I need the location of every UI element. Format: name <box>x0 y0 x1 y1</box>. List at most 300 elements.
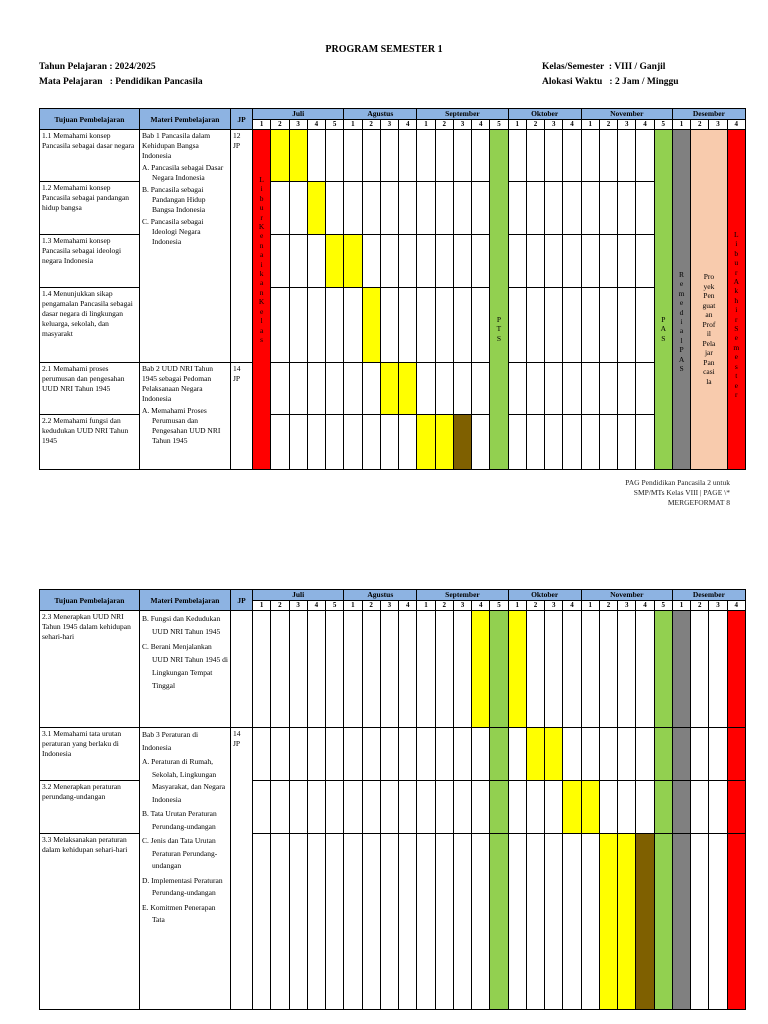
week-cell <box>362 415 380 470</box>
week-cell <box>709 611 727 728</box>
week-cell <box>453 415 471 470</box>
week-header: 2 <box>271 120 289 130</box>
week-cell <box>399 611 417 728</box>
week-header: 2 <box>526 120 544 130</box>
week-header: 5 <box>490 601 508 611</box>
week-cell <box>526 611 544 728</box>
col-header-tujuan: Tujuan Pembelajaran <box>40 109 140 130</box>
week-cell <box>599 182 617 235</box>
week-cell <box>508 781 526 834</box>
materi-line: Bab 3 Peraturan di Indonesia <box>142 730 199 752</box>
week-header: 1 <box>508 601 526 611</box>
week-cell <box>654 834 672 1010</box>
week-cell <box>526 235 544 288</box>
week-cell <box>399 781 417 834</box>
week-cell <box>253 728 271 781</box>
materi-line: C. Berani Menjalankan UUD NRI Tahun 1945 di Lingkungan Tempat Tinggal <box>142 642 228 690</box>
week-header: 2 <box>435 120 453 130</box>
week-cell <box>490 728 508 781</box>
week-cell <box>490 781 508 834</box>
libur-akhir-semester: L i b u r A k h i r S e m e s t e r <box>727 130 745 470</box>
week-cell <box>453 611 471 728</box>
week-cell <box>709 834 727 1010</box>
week-cell <box>526 130 544 182</box>
week-cell <box>472 834 490 1010</box>
week-cell <box>618 130 636 182</box>
week-header: 4 <box>636 601 654 611</box>
week-cell <box>618 288 636 363</box>
week-cell <box>526 363 544 415</box>
week-cell <box>581 834 599 1010</box>
week-cell <box>618 182 636 235</box>
week-cell <box>508 288 526 363</box>
week-cell <box>691 834 709 1010</box>
week-cell <box>435 288 453 363</box>
tujuan-text: 2.3 Menerapkan UUD NRI Tahun 1945 dalam kehidupan sehari-hari <box>42 612 131 641</box>
week-cell <box>362 235 380 288</box>
week-cell <box>417 611 435 728</box>
week-cell <box>253 834 271 1010</box>
week-cell <box>599 728 617 781</box>
week-cell <box>526 288 544 363</box>
week-cell <box>435 834 453 1010</box>
week-cell <box>435 235 453 288</box>
week-cell <box>581 415 599 470</box>
footer-line-2: SMP/MTs Kelas VIII | PAGE \* <box>633 488 730 497</box>
week-cell <box>654 728 672 781</box>
week-cell <box>636 728 654 781</box>
week-cell <box>545 611 563 728</box>
month-header-desember: Desember <box>672 590 745 601</box>
week-cell <box>289 363 307 415</box>
week-header: 1 <box>581 120 599 130</box>
materi-line: Bab 1 Pancasila dalam Kehidupan Bangsa Indonesia <box>142 131 211 160</box>
week-cell <box>654 781 672 834</box>
week-cell <box>545 728 563 781</box>
week-cell <box>508 363 526 415</box>
month-header-november: November <box>581 590 672 601</box>
week-header: 5 <box>326 601 344 611</box>
week-cell <box>453 182 471 235</box>
week-cell <box>472 130 490 182</box>
page-title: PROGRAM SEMESTER 1 <box>325 44 443 55</box>
week-cell <box>362 288 380 363</box>
kelas-semester: Kelas/Semester : VIII / Ganjil <box>542 62 666 72</box>
col-header-materi: Materi Pembelajaran <box>140 109 231 130</box>
week-cell <box>417 363 435 415</box>
week-cell <box>344 834 362 1010</box>
jp-value: 14 JP <box>233 729 241 748</box>
tujuan-text: 3.3 Melaksanakan peraturan dalam kehidupan sehari-hari <box>42 835 128 854</box>
week-cell <box>672 611 690 728</box>
week-cell <box>581 130 599 182</box>
materi-line: C. Pancasila sebagai Ideologi Negara Indonesia <box>142 217 204 246</box>
week-cell <box>326 611 344 728</box>
week-cell <box>307 363 325 415</box>
week-cell <box>271 235 289 288</box>
week-cell <box>307 130 325 182</box>
tujuan-text: 2.2 Memahami fungsi dan kedudukan UUD NRI Tahun 1945 <box>42 416 129 445</box>
libur-kenaikan-kelas: L i b u r K e n a i k a n K e l a s <box>253 130 271 470</box>
week-cell <box>435 728 453 781</box>
week-cell <box>417 415 435 470</box>
materi-line: C. Jenis dan Tata Urutan Peraturan Perundang-undangan <box>142 836 218 870</box>
week-cell <box>326 415 344 470</box>
week-cell <box>472 781 490 834</box>
week-cell <box>490 611 508 728</box>
week-cell <box>344 611 362 728</box>
week-cell <box>472 728 490 781</box>
week-header: 4 <box>307 601 325 611</box>
week-cell <box>599 781 617 834</box>
tujuan-text: 1.4 Menunjukkan sikap pengamalan Pancasila sebagai dasar negara di lingkungan keluarga, sekolah, dan masyarakt <box>42 289 133 338</box>
week-header: 3 <box>380 120 398 130</box>
materi-line: A. Pancasila sebagai Dasar Negara Indonesia <box>142 163 224 182</box>
week-cell <box>526 415 544 470</box>
week-cell <box>599 235 617 288</box>
week-cell <box>271 363 289 415</box>
week-cell <box>563 288 581 363</box>
week-header: 2 <box>271 601 289 611</box>
week-cell <box>362 781 380 834</box>
week-cell <box>362 611 380 728</box>
week-cell <box>508 415 526 470</box>
tujuan-text: 1.2 Memahami konsep Pancasila sebagai pandangan hidup bangsa <box>42 183 130 212</box>
week-cell <box>563 834 581 1010</box>
col-header-jp: JP <box>231 590 253 611</box>
week-cell <box>453 363 471 415</box>
week-cell <box>253 611 271 728</box>
week-header: 1 <box>344 601 362 611</box>
week-cell <box>453 781 471 834</box>
week-cell <box>326 288 344 363</box>
schedule-table-1 <box>39 108 746 470</box>
week-cell <box>271 834 289 1010</box>
week-cell <box>326 130 344 182</box>
month-header-oktober: Oktober <box>508 590 581 601</box>
week-cell <box>545 415 563 470</box>
week-cell <box>599 130 617 182</box>
week-cell <box>581 611 599 728</box>
week-header: 3 <box>380 601 398 611</box>
week-header: 5 <box>326 120 344 130</box>
table-row <box>40 130 746 182</box>
week-cell <box>362 728 380 781</box>
meta-right <box>542 60 679 90</box>
week-cell <box>380 182 398 235</box>
week-cell <box>307 288 325 363</box>
week-cell <box>618 728 636 781</box>
week-header: 2 <box>599 120 617 130</box>
week-header: 2 <box>691 120 709 130</box>
week-header: 4 <box>399 601 417 611</box>
week-header: 2 <box>435 601 453 611</box>
week-cell <box>399 235 417 288</box>
week-header: 3 <box>618 120 636 130</box>
week-header: 3 <box>289 601 307 611</box>
week-cell <box>344 728 362 781</box>
week-cell <box>435 781 453 834</box>
schedule-table-2 <box>39 589 746 1010</box>
week-cell <box>435 182 453 235</box>
week-cell <box>344 130 362 182</box>
week-header: 4 <box>399 120 417 130</box>
week-cell <box>435 415 453 470</box>
week-cell <box>563 781 581 834</box>
week-header: 5 <box>490 120 508 130</box>
month-header-desember: Desember <box>672 109 745 120</box>
week-cell <box>636 363 654 415</box>
week-header: 4 <box>563 120 581 130</box>
week-header: 2 <box>599 601 617 611</box>
week-cell <box>563 611 581 728</box>
week-cell <box>380 415 398 470</box>
week-cell <box>417 834 435 1010</box>
week-cell <box>654 611 672 728</box>
week-header: 1 <box>672 120 690 130</box>
week-header: 1 <box>253 601 271 611</box>
month-header-september: September <box>417 590 508 601</box>
tujuan-text: 1.1 Memahami konsep Pancasila sebagai dasar negara <box>42 131 135 150</box>
tujuan-text: 1.3 Memahami konsep Pancasila sebagai ideologi negara Indonesia <box>42 236 122 265</box>
month-header-juli: Juli <box>253 109 344 120</box>
week-cell <box>399 415 417 470</box>
meta-left <box>39 60 203 90</box>
week-cell <box>307 611 325 728</box>
week-cell <box>253 781 271 834</box>
week-cell <box>307 235 325 288</box>
tahun-pelajaran: Tahun Pelajaran : 2024/2025 <box>39 62 156 72</box>
week-cell <box>344 363 362 415</box>
week-cell <box>399 728 417 781</box>
week-header: 4 <box>307 120 325 130</box>
week-cell <box>727 834 745 1010</box>
week-cell <box>599 415 617 470</box>
page-footer <box>530 478 730 508</box>
footer-line-3: MERGEFORMAT 8 <box>667 498 730 507</box>
week-cell <box>636 834 654 1010</box>
week-header: 1 <box>417 120 435 130</box>
week-header: 4 <box>563 601 581 611</box>
week-header: 3 <box>289 120 307 130</box>
week-header: 3 <box>709 601 727 611</box>
week-cell <box>307 781 325 834</box>
materi-line: D. Implementasi Peraturan Perundang-undangan <box>142 875 223 897</box>
week-header: 3 <box>453 601 471 611</box>
week-cell <box>453 130 471 182</box>
week-header: 2 <box>362 601 380 611</box>
week-header: 3 <box>618 601 636 611</box>
week-cell <box>490 834 508 1010</box>
week-cell <box>545 781 563 834</box>
week-cell <box>289 834 307 1010</box>
week-cell <box>508 130 526 182</box>
tujuan-text: 3.2 Menerapkan peraturan perundang-undangan <box>42 782 121 801</box>
week-header: 4 <box>727 601 745 611</box>
materi-line: B. Pancasila sebagai Pandangan Hidup Bangsa Indonesia <box>142 185 206 214</box>
week-cell <box>435 363 453 415</box>
tujuan-text: 3.1 Memahami tata urutan peraturan yang berlaku di Indonesia <box>42 729 122 758</box>
month-header-oktober: Oktober <box>508 109 581 120</box>
week-header: 3 <box>545 601 563 611</box>
week-cell <box>508 235 526 288</box>
week-cell <box>636 781 654 834</box>
week-cell <box>326 363 344 415</box>
week-header: 1 <box>581 601 599 611</box>
week-cell <box>326 781 344 834</box>
week-cell <box>672 781 690 834</box>
week-cell <box>399 834 417 1010</box>
week-cell <box>362 834 380 1010</box>
week-cell <box>563 728 581 781</box>
week-cell <box>727 781 745 834</box>
week-cell <box>307 415 325 470</box>
materi-line: A. Peraturan di Rumah, Sekolah, Lingkungan Masyarakat, dan Negara Indonesia <box>142 757 226 804</box>
alokasi-waktu: Alokasi Waktu : 2 Jam / Minggu <box>542 77 679 87</box>
materi-bab-2 <box>140 363 231 470</box>
week-cell <box>472 611 490 728</box>
week-header: 1 <box>253 120 271 130</box>
week-cell <box>417 130 435 182</box>
week-cell <box>453 235 471 288</box>
materi-line: A. Memahami Proses Perumusan dan Pengesahan UUD NRI Tahun 1945 <box>142 406 221 445</box>
week-cell <box>508 834 526 1010</box>
week-cell <box>581 363 599 415</box>
week-header: 4 <box>472 120 490 130</box>
week-cell <box>417 235 435 288</box>
week-cell <box>526 781 544 834</box>
week-cell <box>636 611 654 728</box>
week-cell <box>563 363 581 415</box>
week-header: 3 <box>709 120 727 130</box>
week-cell <box>289 728 307 781</box>
week-cell <box>599 363 617 415</box>
week-cell <box>344 288 362 363</box>
week-header: 4 <box>636 120 654 130</box>
materi-bab-3 <box>140 728 231 1010</box>
week-cell <box>563 130 581 182</box>
week-cell <box>526 728 544 781</box>
week-cell <box>271 781 289 834</box>
week-cell <box>326 235 344 288</box>
week-cell <box>289 288 307 363</box>
week-cell <box>271 130 289 182</box>
week-cell <box>472 182 490 235</box>
week-cell <box>380 288 398 363</box>
tujuan-text: 2.1 Memahami proses perumusan dan pengesahan UUD NRI Tahun 1945 <box>42 364 125 393</box>
week-cell <box>581 781 599 834</box>
week-cell <box>472 288 490 363</box>
week-cell <box>326 728 344 781</box>
week-header: 2 <box>691 601 709 611</box>
materi-line: B. Fungsi dan Kedudukan UUD NRI Tahun 1945 <box>142 614 221 636</box>
week-cell <box>417 182 435 235</box>
week-cell <box>581 235 599 288</box>
week-cell <box>307 728 325 781</box>
week-cell <box>362 182 380 235</box>
week-cell <box>399 363 417 415</box>
week-cell <box>326 834 344 1010</box>
week-cell <box>727 728 745 781</box>
pas-block: P A S <box>654 130 672 470</box>
week-cell <box>289 235 307 288</box>
week-cell <box>545 235 563 288</box>
week-cell <box>709 728 727 781</box>
week-cell <box>545 130 563 182</box>
week-cell <box>599 834 617 1010</box>
week-cell <box>581 728 599 781</box>
week-cell <box>417 781 435 834</box>
week-cell <box>362 130 380 182</box>
week-cell <box>599 288 617 363</box>
week-cell <box>618 415 636 470</box>
week-cell <box>526 834 544 1010</box>
week-cell <box>472 235 490 288</box>
jp-value: 14 JP <box>233 364 241 383</box>
week-cell <box>399 288 417 363</box>
week-header: 3 <box>545 120 563 130</box>
week-cell <box>545 182 563 235</box>
week-header: 3 <box>453 120 471 130</box>
week-cell <box>545 834 563 1010</box>
week-cell <box>672 834 690 1010</box>
week-cell <box>435 130 453 182</box>
week-cell <box>672 728 690 781</box>
week-cell <box>709 781 727 834</box>
month-header-agustus: Agustus <box>344 109 417 120</box>
mata-pelajaran: Mata Pelajaran : Pendidikan Pancasila <box>39 77 203 87</box>
week-header: 5 <box>654 120 672 130</box>
week-cell <box>636 415 654 470</box>
week-cell <box>380 611 398 728</box>
week-cell <box>727 611 745 728</box>
week-cell <box>453 288 471 363</box>
materi-line: B. Tata Urutan Peraturan Perundang-undangan <box>142 809 217 831</box>
materi-bab-1 <box>140 130 231 363</box>
week-cell <box>380 363 398 415</box>
col-header-tujuan: Tujuan Pembelajaran <box>40 590 140 611</box>
week-cell <box>691 611 709 728</box>
week-header: 2 <box>362 120 380 130</box>
week-cell <box>380 235 398 288</box>
week-cell <box>417 288 435 363</box>
week-cell <box>508 728 526 781</box>
p5-block: Pro yek Pen guat an Prof il Pela jar Pan casi la <box>691 130 728 470</box>
week-cell <box>618 834 636 1010</box>
week-cell <box>271 415 289 470</box>
week-cell <box>618 781 636 834</box>
week-header: 1 <box>417 601 435 611</box>
week-cell <box>307 834 325 1010</box>
week-cell <box>545 363 563 415</box>
week-cell <box>399 130 417 182</box>
week-cell <box>472 415 490 470</box>
week-cell <box>271 728 289 781</box>
month-header-juli: Juli <box>253 590 344 601</box>
week-header: 1 <box>508 120 526 130</box>
week-cell <box>289 611 307 728</box>
week-cell <box>472 363 490 415</box>
week-cell <box>326 182 344 235</box>
week-cell <box>691 781 709 834</box>
pts-block: P T S <box>490 130 508 470</box>
week-cell <box>691 728 709 781</box>
week-header: 1 <box>344 120 362 130</box>
week-header: 2 <box>526 601 544 611</box>
month-header-agustus: Agustus <box>344 590 417 601</box>
week-cell <box>526 182 544 235</box>
week-header: 1 <box>672 601 690 611</box>
